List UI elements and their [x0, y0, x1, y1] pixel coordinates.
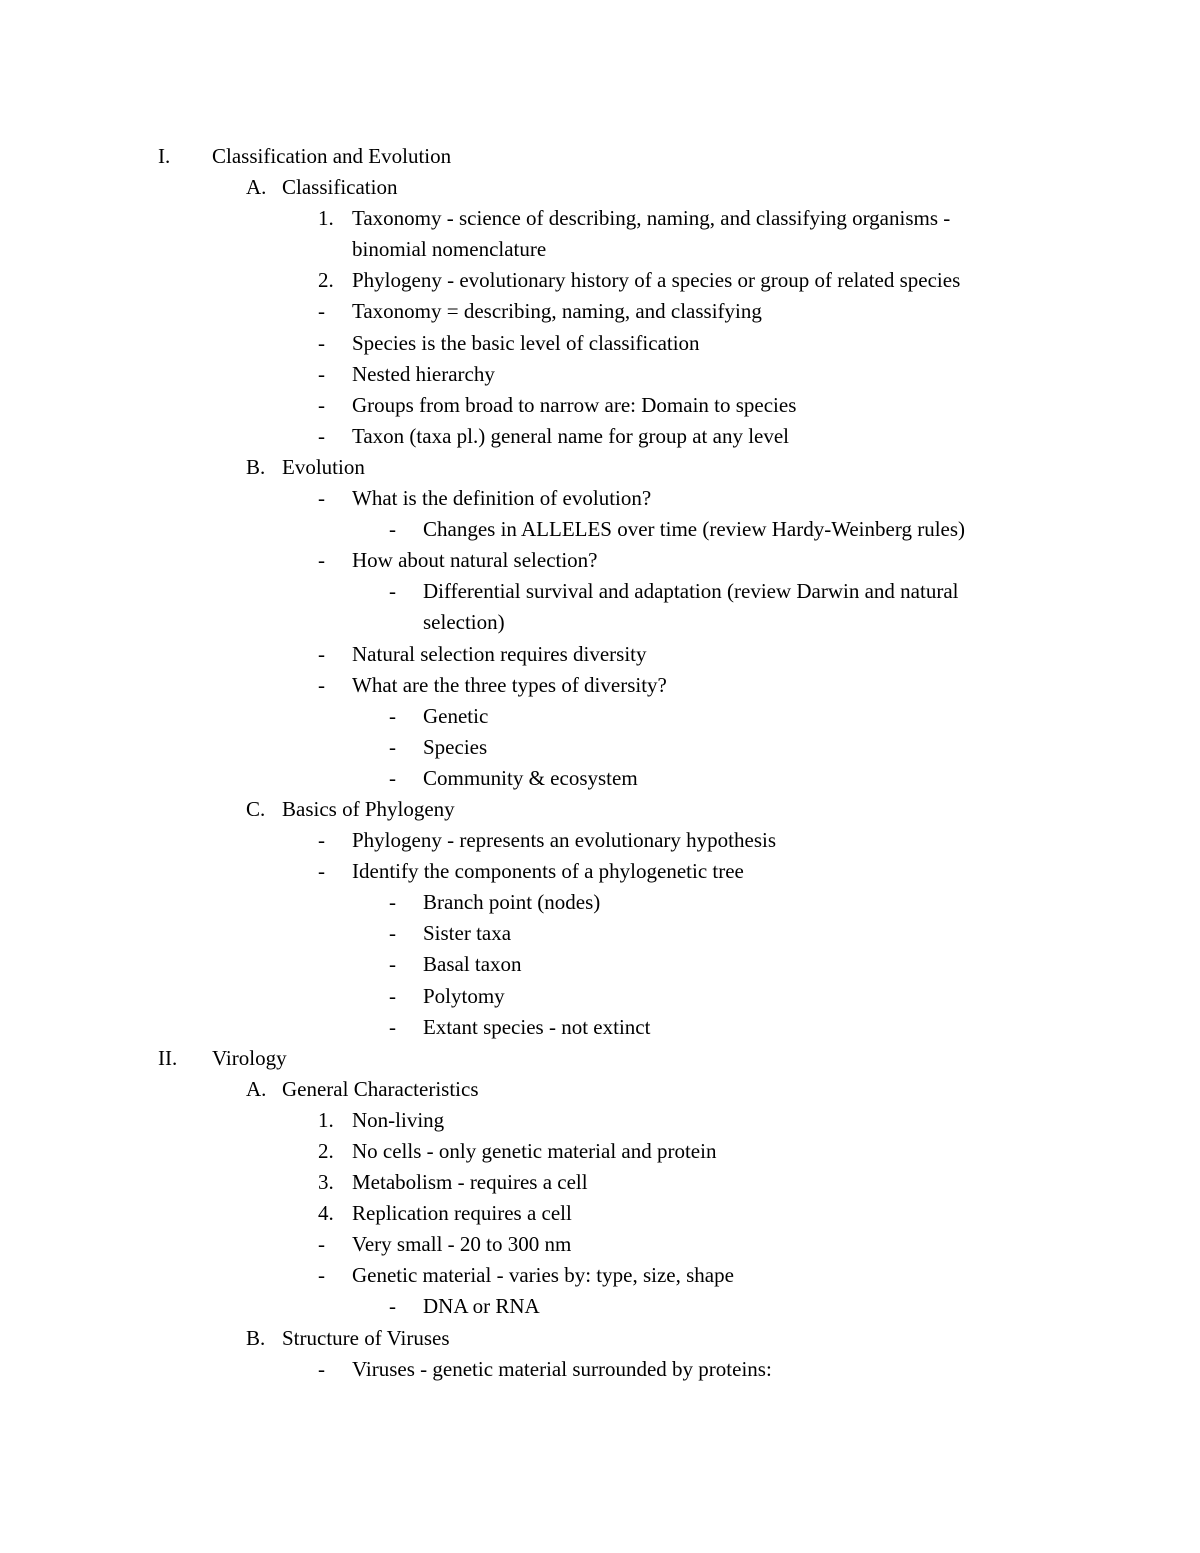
outline-marker: - — [318, 1232, 325, 1257]
outline-line — [0, 1198, 1200, 1229]
outline-text: Structure of Viruses — [282, 1325, 450, 1350]
outline-line — [0, 1167, 1200, 1198]
outline-line — [0, 856, 1200, 887]
outline-line — [0, 918, 1200, 949]
outline-marker: - — [318, 672, 325, 697]
outline-line — [0, 1043, 1200, 1074]
outline-marker: - — [318, 828, 325, 853]
outline-text: Nested hierarchy — [352, 361, 495, 386]
outline-text: Extant species - not extinct — [423, 1014, 651, 1039]
outline-marker: C. — [246, 796, 266, 821]
outline-text: What is the definition of evolution? — [352, 486, 652, 511]
outline-text: Non-living — [352, 1107, 445, 1132]
outline-line — [0, 732, 1200, 763]
outline-marker: - — [389, 1294, 396, 1319]
outline-marker: II. — [158, 1045, 178, 1070]
outline-line — [0, 421, 1200, 452]
outline-line — [0, 141, 1200, 172]
outline-text: selection) — [423, 610, 505, 635]
document-outline — [0, 141, 1200, 1385]
outline-text: No cells - only genetic material and protein — [352, 1139, 717, 1163]
outline-marker: - — [318, 859, 325, 884]
outline-marker: 1. — [318, 206, 334, 231]
outline-line — [0, 670, 1200, 701]
outline-line — [0, 1074, 1200, 1105]
outline-line — [0, 794, 1200, 825]
outline-line — [0, 825, 1200, 856]
outline-line — [0, 576, 1200, 607]
outline-marker: - — [318, 330, 325, 355]
outline-text: Community & ecosystem — [423, 765, 638, 790]
outline-line — [0, 1229, 1200, 1260]
outline-line — [0, 265, 1200, 296]
outline-text: Virology — [212, 1045, 287, 1070]
outline-marker: - — [389, 890, 396, 915]
outline-marker: B. — [246, 454, 266, 479]
outline-line — [0, 514, 1200, 545]
outline-marker: - — [389, 734, 396, 759]
outline-text: Phylogeny - represents an evolutionary hypothesis — [352, 828, 776, 853]
outline-marker: 2. — [318, 268, 334, 293]
outline-marker: A. — [246, 1076, 267, 1101]
outline-text: Species is the basic level of classification — [352, 330, 700, 355]
outline-line — [0, 172, 1200, 203]
outline-line — [0, 359, 1200, 390]
outline-marker: - — [389, 579, 396, 604]
outline-line — [0, 1291, 1200, 1322]
outline-line — [0, 639, 1200, 670]
outline-text: General Characteristics — [282, 1076, 479, 1101]
outline-text: Genetic material - varies by: type, size, shape — [352, 1263, 734, 1288]
outline-text: Viruses - genetic material surrounded by proteins: — [352, 1356, 772, 1381]
outline-text: Very small - 20 to 300 nm — [352, 1232, 572, 1257]
outline-text: Genetic — [423, 703, 489, 728]
outline-marker: - — [389, 517, 396, 542]
outline-line — [0, 763, 1200, 794]
outline-line — [0, 296, 1200, 327]
outline-text: How about natural selection? — [352, 548, 598, 573]
outline-text: Taxonomy = describing, naming, and classifying — [352, 299, 762, 324]
outline-marker: - — [318, 299, 325, 324]
outline-marker: - — [318, 423, 325, 448]
outline-marker: - — [389, 703, 396, 728]
outline-line — [0, 328, 1200, 359]
outline-text: Changes in ALLELES over time (review Hardy-Weinberg rules) — [423, 517, 966, 542]
outline-line — [0, 949, 1200, 980]
outline-text: Basics of Phylogeny — [282, 796, 455, 821]
outline-marker: - — [318, 641, 325, 666]
outline-marker: 1. — [318, 1107, 334, 1132]
outline-line — [0, 1105, 1200, 1136]
outline-line — [0, 701, 1200, 732]
outline-line — [0, 1354, 1200, 1385]
outline-line — [0, 981, 1200, 1012]
outline-text: Classification and Evolution — [212, 144, 452, 168]
outline-line — [0, 483, 1200, 514]
outline-text: Metabolism - requires a cell — [352, 1170, 588, 1195]
outline-line — [0, 203, 1200, 234]
outline-text: Branch point (nodes) — [423, 890, 601, 915]
outline-text: Species — [423, 734, 488, 759]
outline-text: binomial nomenclature — [352, 237, 547, 262]
outline-text: Differential survival and adaptation (review Darwin and natural — [423, 579, 959, 604]
outline-marker: B. — [246, 1325, 266, 1350]
outline-line — [0, 1012, 1200, 1043]
outline-marker: 2. — [318, 1139, 334, 1163]
outline-text: Replication requires a cell — [352, 1201, 572, 1226]
outline-marker: 3. — [318, 1170, 334, 1195]
outline-marker: - — [389, 983, 396, 1008]
outline-marker: - — [318, 392, 325, 417]
outline-marker: - — [318, 548, 325, 573]
outline-text: Natural selection requires diversity — [352, 641, 647, 666]
outline-marker: - — [318, 1356, 325, 1381]
outline-line — [0, 390, 1200, 421]
outline-marker: A. — [246, 175, 267, 200]
outline-text: Classification — [282, 175, 398, 200]
outline-marker: - — [318, 361, 325, 386]
outline-line — [0, 234, 1200, 265]
outline-line — [0, 545, 1200, 576]
outline-marker: - — [318, 1263, 325, 1288]
outline-marker: - — [389, 1014, 396, 1039]
outline-marker: 4. — [318, 1201, 334, 1226]
outline-marker: - — [389, 765, 396, 790]
outline-text: Taxon (taxa pl.) general name for group at any level — [352, 423, 790, 448]
outline-text: DNA or RNA — [423, 1294, 540, 1319]
outline-text: Taxonomy - science of describing, naming, and classifying organisms - — [352, 206, 951, 231]
outline-line — [0, 452, 1200, 483]
outline-text: What are the three types of diversity? — [352, 672, 667, 697]
outline-text: Polytomy — [423, 983, 505, 1008]
outline-marker: - — [318, 486, 325, 511]
outline-line — [0, 1260, 1200, 1291]
outline-text: Evolution — [282, 454, 365, 479]
outline-marker: - — [389, 952, 396, 977]
outline-text: Basal taxon — [423, 952, 522, 977]
outline-text: Identify the components of a phylogenetic tree — [352, 859, 744, 884]
outline-text: Phylogeny - evolutionary history of a species or group of related species — [352, 268, 961, 293]
outline-line — [0, 607, 1200, 638]
outline-line — [0, 1136, 1200, 1167]
outline-text: Sister taxa — [423, 921, 512, 946]
outline-marker: - — [389, 921, 396, 946]
outline-marker: I. — [158, 144, 171, 168]
outline-line — [0, 887, 1200, 918]
outline-line — [0, 1323, 1200, 1354]
outline-text: Groups from broad to narrow are: Domain to species — [352, 392, 797, 417]
